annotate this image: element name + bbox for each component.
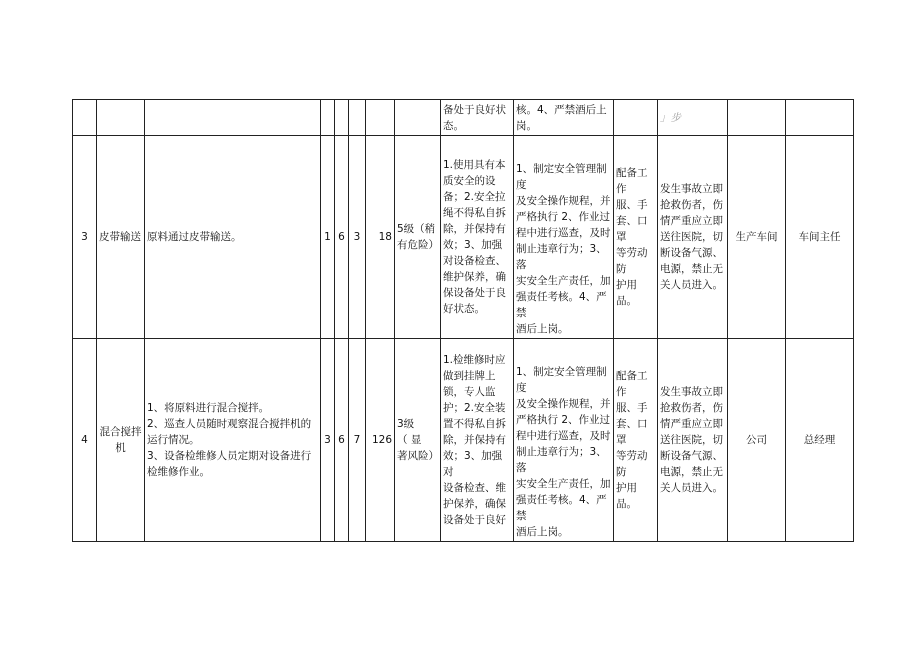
- cell-unit: [728, 100, 786, 136]
- cell-level: 3级 （ 显 著风险）: [395, 339, 441, 542]
- cell-l: 3: [321, 339, 335, 542]
- cell-no: 3: [73, 136, 97, 339]
- cell-name: 混合搅拌 机: [97, 339, 145, 542]
- cell-emergency: 发生事故立即 抢救伤者，伤 情严重应立即 送往医院，切 断设备气源、 电源，禁止无 关人员进入。: [658, 136, 728, 339]
- cell-e: 6: [335, 136, 349, 339]
- table-row: [73, 136, 854, 339]
- risk-assessment-table: [72, 99, 854, 542]
- cell-l: 1: [321, 136, 335, 339]
- cell-c: [349, 100, 366, 136]
- cell-management-measures: 核。4、严禁酒后上岗。: [514, 100, 614, 136]
- cell-name: 皮带输送: [97, 136, 145, 339]
- cell-c: 3: [349, 136, 366, 339]
- cell-emergency: 发生事故立即 抢救伤者，伤 情严重应立即 送往医院，切 断设备气源、 电源，禁止无 关人员进入。: [658, 339, 728, 542]
- cell-l: [321, 100, 335, 136]
- cell-unit: 公司: [728, 339, 786, 542]
- cell-d: 18: [366, 136, 395, 339]
- cell-person: 总经理: [786, 339, 854, 542]
- cell-unit: 生产车间: [728, 136, 786, 339]
- cell-name: [97, 100, 145, 136]
- cell-e: 6: [335, 339, 349, 542]
- cell-management-measures: 1、制定安全管理制度 及安全操作规程，并 严格执行 2、作业过 程中进行巡查，及时 制止违章行为；3、落 实安全生产责任，加 强责任考核。4、严禁 酒后上岗。: [514, 136, 614, 339]
- cell-level: [395, 100, 441, 136]
- cell-emergency: 」步: [658, 100, 728, 136]
- cell-level: 5级（稍 有危险）: [395, 136, 441, 339]
- cell-ppe: 配备工作 服、手 套、口罩 等劳动防 护用品。: [614, 136, 658, 339]
- cell-ppe: 配备工作 服、手 套、口罩 等劳动防 护用品。: [614, 339, 658, 542]
- cell-no: 4: [73, 339, 97, 542]
- cell-person: [786, 100, 854, 136]
- cell-engineering-measures: 1.使用具有本 质安全的设 备；2.安全拉 绳不得私自拆 除，并保持有 效；3、加强 对设备检查、 维护保养，确 保设备处于良 好状态。: [441, 136, 514, 339]
- cell-person: 车间主任: [786, 136, 854, 339]
- cell-management-measures: 1、制定安全管理制度 及安全操作规程，并 严格执行 2、作业过 程中进行巡查，及时 制止违章行为；3、落 实安全生产责任，加 强责任考核。4、严禁 酒后上岗。: [514, 339, 614, 542]
- cell-d: [366, 100, 395, 136]
- cell-activity: 原料通过皮带输送。: [145, 136, 321, 339]
- cell-d: 126: [366, 339, 395, 542]
- table-row: [73, 339, 854, 542]
- cell-no: [73, 100, 97, 136]
- cell-activity: 1、将原料进行混合搅拌。 2、巡查人员随时观察混合搅拌机的 运行情况。 3、设备检维修人员定期对设备进行 检维修作业。: [145, 339, 321, 542]
- table-row: [73, 100, 854, 136]
- cell-ppe: [614, 100, 658, 136]
- cell-e: [335, 100, 349, 136]
- cell-engineering-measures: 备处于良好状 态。: [441, 100, 514, 136]
- cell-c: 7: [349, 339, 366, 542]
- cell-activity: [145, 100, 321, 136]
- cell-engineering-measures: 1.检维修时应 做到挂牌上 锁，专人监 护；2.安全装 置不得私自拆 除，并保持有 效；3、加强对 设备检查、维 护保养，确保 设备处于良好: [441, 339, 514, 542]
